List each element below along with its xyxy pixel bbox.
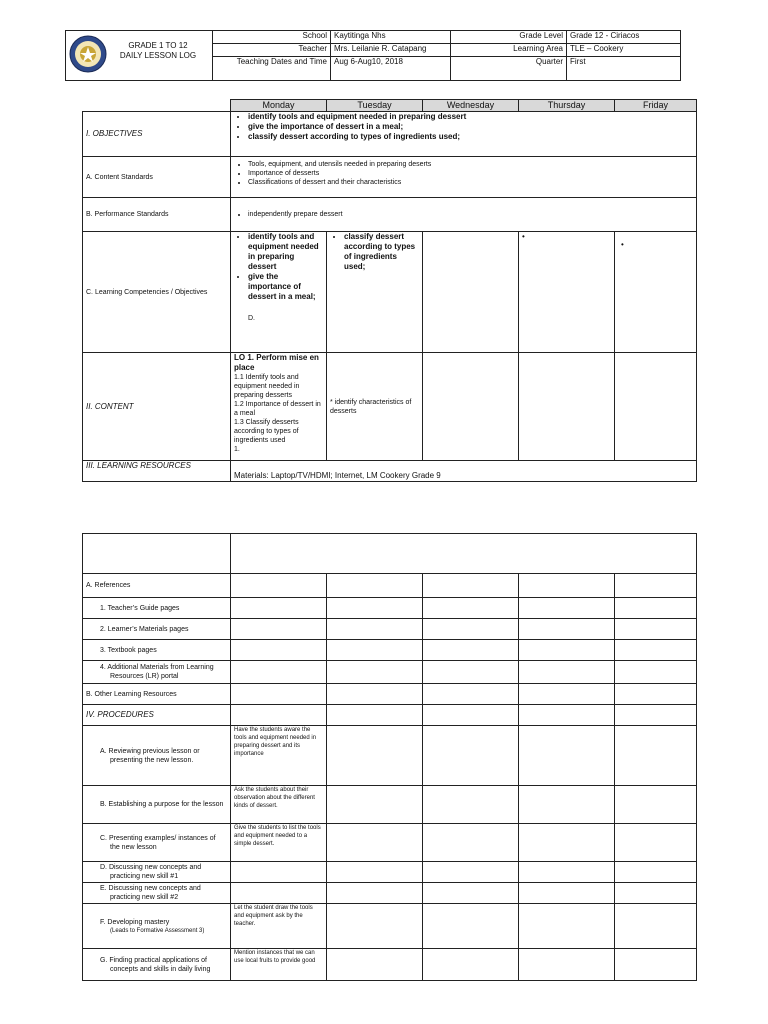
day-cell-thursday [519,786,615,824]
row-label: 2. Learner’s Materials pages [83,619,231,640]
content-line: 1.2 Importance of dessert in a meal [234,401,321,417]
table2-body [83,574,697,981]
day-cell-wednesday [423,786,519,824]
competencies-monday [231,232,327,353]
objective-item: • classify dessert according to types of ingredients used; [248,132,693,142]
day-cell-tuesday [327,684,423,705]
day-cell-wednesday [423,619,519,640]
row-label: 1. Teacher’s Guide pages [83,598,231,619]
row-label: A. References [83,574,231,598]
blank-header-cell [83,534,231,574]
day-header-thursday: Thursday [519,100,615,112]
competency-item: • classify dessert according to types of ingredients used; [344,232,419,272]
table-row [83,684,697,705]
day-cell-wednesday [423,640,519,661]
content-friday [615,353,697,461]
day-cell-thursday [519,598,615,619]
content-line: 1.1 Identify tools and equipment needed in preparing desserts [234,374,300,399]
row-label: B. Establishing a purpose for the lesson [83,786,231,824]
day-cell-thursday [519,574,615,598]
content-standards-label: A. Content Standards [83,157,231,198]
materials-cell: Materials: Laptop/TV/HDMI; Internet, LM Cookery Grade 9 [231,461,697,482]
performance-standard-item: • independently prepare dessert [248,210,693,219]
day-cell-friday [615,904,697,949]
school-label: School [213,31,331,44]
day-cell-tuesday [327,574,423,598]
day-cell-wednesday [423,883,519,904]
day-cell-wednesday [423,862,519,883]
day-cell-monday [231,619,327,640]
day-cell-monday [231,640,327,661]
day-cell-friday [615,661,697,684]
grade-level-value: Grade 12 - Ciriacos [567,31,681,44]
school-value: Kaytitinga Nhs [331,31,451,44]
title-box [65,30,213,81]
day-header-friday: Friday [615,100,697,112]
day-cell-tuesday [327,705,423,726]
row-label: 4. Additional Materials from Learning Resources (LR) portal [83,661,231,684]
row-label: B. Other Learning Resources [83,684,231,705]
day-cell-monday [231,684,327,705]
objective-item: • identify tools and equipment needed in preparing dessert [248,112,693,122]
day-cell-thursday [519,824,615,862]
day-cell-friday [615,619,697,640]
day-header-tuesday: Tuesday [327,100,423,112]
day-cell-wednesday [423,726,519,786]
day-cell-thursday [519,619,615,640]
dates-value: Aug 6-Aug10, 2018 [331,57,451,81]
day-cell-friday [615,684,697,705]
competency-item: • give the importance of dessert in a meal; [248,272,323,302]
day-cell-tuesday [327,862,423,883]
quarter-value: First [567,57,681,81]
table-row [83,824,697,862]
row-label: A. Reviewing previous lesson or presenting the new lesson. [83,726,231,786]
teacher-value: Mrs. Leilanie R. Catapang [331,44,451,57]
day-cell-friday [615,705,697,726]
day-cell-thursday [519,862,615,883]
day-cell-monday: Mention instances that we can use local fruits to provide good [231,949,327,981]
day-cell-friday [615,862,697,883]
day-cell-wednesday [423,574,519,598]
teacher-label: Teacher [213,44,331,57]
learning-area-label: Learning Area [451,44,567,57]
lesson-log-table [82,99,697,482]
day-cell-wednesday [423,684,519,705]
day-cell-monday [231,862,327,883]
day-cell-thursday [519,640,615,661]
competencies-friday [615,232,697,353]
title-line-1: GRADE 1 TO 12 [128,41,188,50]
grade-level-label: Grade Level [451,31,567,44]
row-label: G. Finding practical applications of concepts and skills in daily living [83,949,231,981]
row-label: IV. PROCEDURES [83,705,231,726]
content-standard-item: • Tools, equipment, and utensils needed in preparing deserts [248,160,693,169]
day-cell-tuesday [327,824,423,862]
day-cell-tuesday [327,904,423,949]
day-cell-tuesday [327,661,423,684]
day-header-monday: Monday [231,100,327,112]
table-row [83,661,697,684]
day-cell-monday [231,705,327,726]
day-cell-tuesday [327,949,423,981]
content-standards-cell [231,157,697,198]
bullet-icon: • [522,232,525,241]
day-cell-friday [615,574,697,598]
header-info-table [212,30,681,81]
day-cell-thursday [519,705,615,726]
day-cell-tuesday [327,619,423,640]
day-cell-friday [615,598,697,619]
day-cell-wednesday [423,598,519,619]
day-cell-friday [615,949,697,981]
day-cell-wednesday [423,904,519,949]
title-line-2: DAILY LESSON LOG [119,51,197,60]
content-lo-title: LO 1. Perform mise en place [234,353,319,372]
content-line: 1. [234,446,240,453]
day-cell-monday [231,574,327,598]
performance-standards-cell [231,198,697,232]
day-cell-tuesday [327,883,423,904]
table-row [83,640,697,661]
resources-procedures-table [82,533,697,981]
competency-extra: D. [248,315,255,322]
row-sublabel: (Leads to Formative Assessment 3) [110,927,205,934]
row-label: E. Discussing new concepts and practicing new skill #2 [83,883,231,904]
content-label: II. CONTENT [83,353,231,461]
day-cell-friday [615,640,697,661]
day-cell-wednesday [423,705,519,726]
day-cell-thursday [519,684,615,705]
content-monday [231,353,327,461]
content-standard-item: • Importance of desserts [248,169,693,178]
header-block [65,30,680,81]
day-cell-friday [615,824,697,862]
objectives-cell [231,112,697,157]
day-cell-tuesday [327,726,423,786]
table-row [83,726,697,786]
table-row [83,705,697,726]
table-row [83,949,697,981]
competencies-thursday [519,232,615,353]
competencies-label: C. Learning Competencies / Objectives [83,232,231,353]
day-cell-tuesday [327,640,423,661]
table-row [83,619,697,640]
performance-standards-label: B. Performance Standards [83,198,231,232]
day-cell-monday [231,598,327,619]
table-row [83,862,697,883]
day-cell-monday [231,883,327,904]
learning-area-value: TLE – Cookery [567,44,681,57]
quarter-label: Quarter [451,57,567,81]
day-cell-monday: Have the students aware the tools and equipment needed in preparing dessert and its importance [231,726,327,786]
day-cell-monday: Let the student draw the tools and equipment ask by the teacher. [231,904,327,949]
table-row [83,574,697,598]
dates-label: Teaching Dates and Time [213,57,331,81]
day-header-wednesday: Wednesday [423,100,519,112]
blank-header-span [231,534,697,574]
content-thursday [519,353,615,461]
day-cell-monday [231,661,327,684]
objectives-label: I. OBJECTIVES [83,112,231,157]
day-cell-thursday [519,904,615,949]
day-cell-monday: Ask the students about their observation about the different kinds of dessert. [231,786,327,824]
table-row [83,598,697,619]
table-row [83,883,697,904]
row-label: 3. Textbook pages [83,640,231,661]
day-cell-wednesday [423,949,519,981]
content-tuesday-text: * identify characteristics of desserts [330,398,412,415]
competency-item: • identify tools and equipment needed in preparing dessert [248,232,323,272]
competencies-wednesday [423,232,519,353]
day-cell-friday [615,726,697,786]
day-cell-thursday [519,883,615,904]
row-label: D. Discussing new concepts and practicing new skill #1 [83,862,231,883]
table-row [83,904,697,949]
day-cell-thursday [519,949,615,981]
day-cell-thursday [519,661,615,684]
content-standard-item: • Classifications of dessert and their characteristics [248,178,693,187]
bullet-icon: • [621,240,624,249]
day-cell-friday [615,786,697,824]
row-label: C. Presenting examples/ instances of the new lesson [83,824,231,862]
day-cell-wednesday [423,661,519,684]
day-cell-thursday [519,726,615,786]
day-cell-tuesday [327,598,423,619]
day-cell-tuesday [327,786,423,824]
day-cell-friday [615,883,697,904]
day-cell-monday: Give the students to list the tools and equipment needed to a simple dessert. [231,824,327,862]
objective-item: • give the importance of dessert in a meal; [248,122,693,132]
row-label: F. Developing mastery (Leads to Formative Assessment 3) [83,904,231,949]
day-cell-wednesday [423,824,519,862]
competencies-tuesday [327,232,423,353]
table-row [83,786,697,824]
content-wednesday [423,353,519,461]
learning-resources-label: III. LEARNING RESOURCES [83,461,231,482]
content-line: 1.3 Classify desserts according to types of ingredients used [234,419,299,444]
content-tuesday [327,353,423,461]
